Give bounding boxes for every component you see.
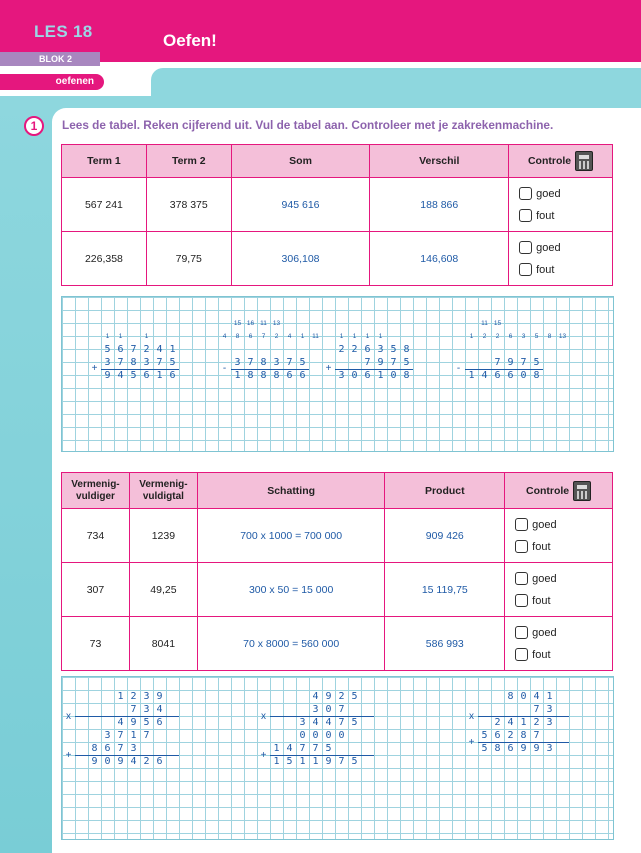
- digit: 4: [286, 743, 293, 754]
- digit: 3: [130, 743, 137, 754]
- digit: 9: [325, 756, 332, 767]
- borrow-digit: 8: [235, 332, 240, 340]
- digit: 4: [156, 704, 163, 715]
- digit: 1: [273, 743, 280, 754]
- minus-sign: -: [456, 363, 461, 374]
- plus-sign: +: [260, 749, 267, 761]
- digit: 1: [299, 756, 306, 767]
- multiplier-cell: 307: [62, 563, 130, 617]
- goed-checkbox[interactable]: [519, 241, 532, 254]
- digit: 5: [481, 730, 488, 741]
- carry-digit: 1: [105, 332, 110, 340]
- term1-cell: 226,358: [62, 232, 147, 286]
- borrow-digit: 6: [508, 332, 513, 340]
- digit: 8: [273, 369, 280, 381]
- digit: 2: [351, 343, 358, 355]
- digit: 5: [351, 691, 358, 702]
- carry-digit: 1: [378, 332, 383, 340]
- borrow-digit: 15: [493, 319, 502, 327]
- times-sign: x: [469, 710, 474, 722]
- digit: 3: [143, 704, 150, 715]
- borrow-digit: 13: [272, 319, 281, 327]
- header-vermenigvuldigtal: Vermenig- vuldigtal: [129, 473, 197, 509]
- digit: 5: [104, 343, 111, 355]
- digit: 0: [520, 369, 527, 381]
- multiplier-cell: 73: [62, 617, 130, 671]
- page-title: Oefen!: [163, 31, 217, 50]
- digit: 6: [364, 343, 371, 355]
- header-schatting: Schatting: [197, 473, 385, 509]
- digit: 1: [169, 343, 176, 355]
- digit: 1: [468, 369, 475, 381]
- fout-checkbox[interactable]: [515, 594, 528, 607]
- digit: 6: [286, 369, 293, 381]
- digit: 8: [91, 743, 98, 754]
- calculation-grid-2: [61, 676, 614, 840]
- goed-checkbox[interactable]: [515, 572, 528, 585]
- digit: 2: [494, 717, 501, 728]
- borrow-digit: 3: [521, 332, 526, 340]
- digit: 3: [312, 704, 319, 715]
- digit: 3: [299, 717, 306, 728]
- digit: 8: [130, 356, 137, 368]
- borrow-digit: 2: [482, 332, 487, 340]
- borrow-digit: 2: [495, 332, 500, 340]
- carry-digit: 1: [352, 332, 357, 340]
- digit: 8: [260, 356, 267, 368]
- digit: 1: [117, 691, 124, 702]
- digit: 7: [338, 717, 345, 728]
- digit: 1: [520, 717, 527, 728]
- digit: 2: [338, 691, 345, 702]
- digit: 0: [325, 730, 332, 741]
- digit: 0: [338, 730, 345, 741]
- digit: 5: [351, 717, 358, 728]
- controle-cell: goed fout: [505, 509, 613, 563]
- controle-cell: goed fout: [505, 563, 613, 617]
- header-som: Som: [231, 145, 370, 178]
- product-cell: 15 119,75: [385, 563, 505, 617]
- digit: 3: [143, 356, 150, 368]
- digit: 9: [377, 356, 384, 368]
- term2-cell: 378 375: [146, 178, 231, 232]
- borrow-digit: 16: [246, 319, 255, 327]
- digit: 0: [312, 730, 319, 741]
- header-controle: Controle: [505, 473, 613, 509]
- header-product: Product: [385, 473, 505, 509]
- digit: 5: [130, 369, 137, 381]
- minus-sign: -: [222, 363, 227, 374]
- digit: 3: [234, 356, 241, 368]
- digit: 3: [338, 369, 345, 381]
- borrow-digit: 15: [233, 319, 242, 327]
- multiplicand-cell: 1239: [129, 509, 197, 563]
- controle-cell: goed fout: [505, 617, 613, 671]
- header-term1: Term 1: [62, 145, 147, 178]
- digit: 7: [520, 356, 527, 368]
- digit: 4: [507, 717, 514, 728]
- digit: 8: [507, 691, 514, 702]
- digit: 1: [377, 369, 384, 381]
- multiplicand-cell: 8041: [129, 617, 197, 671]
- lesson-number: LES 18: [34, 22, 93, 41]
- digit: 6: [169, 369, 176, 381]
- header-term2: Term 2: [146, 145, 231, 178]
- times-sign: x: [66, 710, 71, 722]
- digit: 9: [104, 369, 111, 381]
- digit: 5: [390, 343, 397, 355]
- digit: 7: [143, 730, 150, 741]
- digit: 2: [507, 730, 514, 741]
- verschil-cell: 146,608: [370, 232, 509, 286]
- digit: 5: [533, 356, 540, 368]
- digit: 7: [286, 356, 293, 368]
- carry-digit: 1: [339, 332, 344, 340]
- estimate-cell: 700 x 1000 = 700 000: [197, 509, 385, 563]
- digit: 0: [299, 730, 306, 741]
- fout-checkbox[interactable]: [519, 209, 532, 222]
- goed-checkbox[interactable]: [519, 187, 532, 200]
- goed-checkbox[interactable]: [515, 626, 528, 639]
- digit: 3: [104, 730, 111, 741]
- digit: 4: [481, 369, 488, 381]
- borrow-digit: 4: [222, 332, 227, 340]
- digit: 6: [507, 743, 514, 754]
- borrow-digit: 6: [248, 332, 253, 340]
- table-row: [62, 509, 613, 563]
- digit: 5: [286, 756, 293, 767]
- header-controle: Controle: [509, 145, 613, 178]
- digit: 8: [533, 369, 540, 381]
- digit: 8: [403, 369, 410, 381]
- carry-digit: 1: [144, 332, 149, 340]
- verschil-cell: 188 866: [370, 178, 509, 232]
- digit: 6: [494, 730, 501, 741]
- digit: 6: [117, 343, 124, 355]
- term2-cell: 79,75: [146, 232, 231, 286]
- digit: 8: [260, 369, 267, 381]
- fout-checkbox[interactable]: [519, 263, 532, 276]
- digit: 0: [520, 691, 527, 702]
- digit: 0: [390, 369, 397, 381]
- digit: 6: [104, 743, 111, 754]
- digit: 1: [234, 369, 241, 381]
- multiplier-cell: 734: [62, 509, 130, 563]
- digit: 3: [104, 356, 111, 368]
- digit: 2: [533, 717, 540, 728]
- digit: 6: [143, 369, 150, 381]
- digit: 2: [130, 691, 137, 702]
- digit: 1: [312, 756, 319, 767]
- digit: 9: [507, 356, 514, 368]
- carry-digit: 1: [118, 332, 123, 340]
- plus-sign: +: [91, 363, 98, 374]
- digit: 3: [143, 691, 150, 702]
- digit: 5: [143, 717, 150, 728]
- digit: 5: [403, 356, 410, 368]
- calculation-grid-1: [61, 296, 614, 452]
- digit: 7: [299, 743, 306, 754]
- estimate-cell: 70 x 8000 = 560 000: [197, 617, 385, 671]
- plus-sign: +: [468, 736, 475, 748]
- fout-checkbox[interactable]: [515, 648, 528, 661]
- carry-digit: 1: [365, 332, 370, 340]
- borrow-digit: 1: [469, 332, 474, 340]
- table-row: [62, 232, 613, 286]
- digit: 0: [325, 704, 332, 715]
- digit: 4: [117, 717, 124, 728]
- digit: 6: [494, 369, 501, 381]
- block-label: BLOK 2: [0, 52, 100, 66]
- table-row: [62, 617, 613, 671]
- digit: 4: [156, 343, 163, 355]
- digit: 0: [104, 756, 111, 767]
- digit: 7: [117, 743, 124, 754]
- digit: 1: [273, 756, 280, 767]
- digit: 5: [169, 356, 176, 368]
- header-verschil: Verschil: [370, 145, 509, 178]
- digit: 4: [533, 691, 540, 702]
- digit: 7: [533, 730, 540, 741]
- plus-sign: +: [65, 749, 72, 761]
- product-cell: 586 993: [385, 617, 505, 671]
- digit: 7: [364, 356, 371, 368]
- digit: 7: [390, 356, 397, 368]
- digit: 9: [533, 743, 540, 754]
- digit: 4: [130, 756, 137, 767]
- controle-cell: goed fout: [509, 232, 613, 286]
- digit: 7: [533, 704, 540, 715]
- plus-sign: +: [325, 363, 332, 374]
- borrow-digit: 2: [274, 332, 279, 340]
- table-row: [62, 563, 613, 617]
- estimate-cell: 300 x 50 = 15 000: [197, 563, 385, 617]
- sum-table: [61, 144, 613, 286]
- digit: 9: [520, 743, 527, 754]
- digit: 5: [351, 756, 358, 767]
- digit: 7: [247, 356, 254, 368]
- digit: 7: [338, 756, 345, 767]
- digit: 1: [156, 369, 163, 381]
- borrow-digit: 13: [558, 332, 567, 340]
- calculator-icon: [573, 481, 591, 501]
- digit: 4: [325, 717, 332, 728]
- digit: 7: [117, 730, 124, 741]
- exercise-instruction: Lees de tabel. Reken cijferend uit. Vul de tabel aan. Controleer met je zakrekenmachine.: [62, 118, 554, 132]
- digit: 8: [247, 369, 254, 381]
- digit: 2: [338, 343, 345, 355]
- digit: 7: [312, 743, 319, 754]
- digit: 7: [117, 356, 124, 368]
- borrow-digit: 8: [547, 332, 552, 340]
- digit: 0: [351, 369, 358, 381]
- digit: 7: [130, 704, 137, 715]
- digit: 6: [364, 369, 371, 381]
- table-row: [62, 178, 613, 232]
- digit: 1: [546, 691, 553, 702]
- borrow-digit: 5: [534, 332, 539, 340]
- times-sign: x: [261, 710, 266, 722]
- digit: 3: [273, 356, 280, 368]
- borrow-digit: 7: [261, 332, 266, 340]
- calculator-icon: [575, 151, 593, 171]
- fout-checkbox[interactable]: [515, 540, 528, 553]
- digit: 2: [143, 343, 150, 355]
- exercise-number: 1: [24, 116, 44, 136]
- borrow-digit: 11: [312, 332, 319, 340]
- multiplicand-cell: 49,25: [129, 563, 197, 617]
- digit: 1: [130, 730, 137, 741]
- digit: 6: [299, 369, 306, 381]
- section-tag: oefenen: [0, 74, 104, 90]
- product-cell: 909 426: [385, 509, 505, 563]
- goed-checkbox[interactable]: [515, 518, 528, 531]
- digit: 9: [130, 717, 137, 728]
- controle-cell: goed fout: [509, 178, 613, 232]
- digit: 6: [156, 756, 163, 767]
- digit: 7: [494, 356, 501, 368]
- digit: 9: [325, 691, 332, 702]
- digit: 3: [377, 343, 384, 355]
- digit: 3: [546, 717, 553, 728]
- borrow-digit: 11: [481, 319, 488, 327]
- digit: 5: [481, 743, 488, 754]
- digit: 3: [546, 743, 553, 754]
- digit: 6: [156, 717, 163, 728]
- digit: 8: [403, 343, 410, 355]
- digit: 4: [312, 691, 319, 702]
- digit: 3: [546, 704, 553, 715]
- digit: 2: [143, 756, 150, 767]
- digit: 4: [312, 717, 319, 728]
- digit: 5: [299, 356, 306, 368]
- digit: 4: [117, 369, 124, 381]
- som-cell: 945 616: [231, 178, 370, 232]
- term1-cell: 567 241: [62, 178, 147, 232]
- digit: 7: [156, 356, 163, 368]
- digit: 7: [338, 704, 345, 715]
- digit: 7: [130, 343, 137, 355]
- digit: 5: [325, 743, 332, 754]
- digit: 9: [117, 756, 124, 767]
- digit: 9: [91, 756, 98, 767]
- borrow-digit: 4: [287, 332, 292, 340]
- product-table: [61, 472, 613, 671]
- digit: 8: [494, 743, 501, 754]
- header-vermenigvuldiger: Vermenig- vuldiger: [62, 473, 130, 509]
- borrow-digit: 1: [300, 332, 305, 340]
- digit: 6: [507, 369, 514, 381]
- som-cell: 306,108: [231, 232, 370, 286]
- digit: 9: [156, 691, 163, 702]
- digit: 8: [520, 730, 527, 741]
- borrow-digit: 11: [260, 319, 267, 327]
